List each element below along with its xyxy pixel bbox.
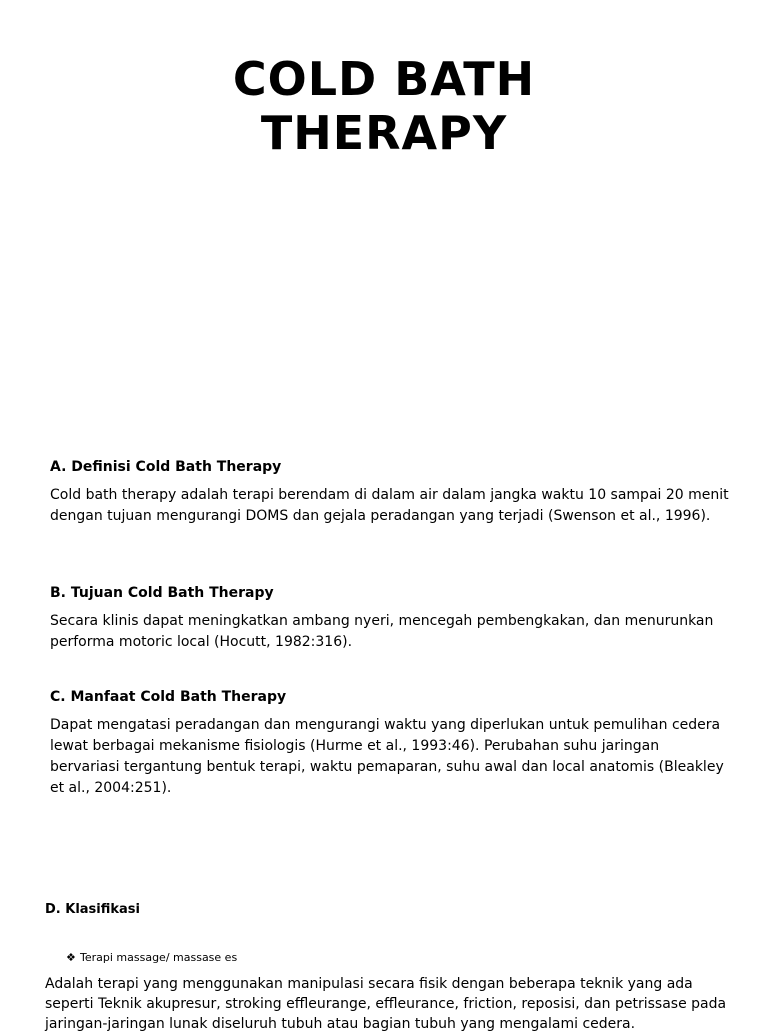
section-heading: B. Tujuan Cold Bath Therapy bbox=[50, 585, 274, 601]
section-tujuan bbox=[50, 584, 730, 653]
section-klasifikasi-body: Adalah terapi yang menggunakan manipulasi secara fisik dengan beberapa teknik yang ada seperti Teknik akupresur, stroking effleurange, effleurance, friction, reposisi, dan petrissase pada jaringan-jaringan lunak diseluruh tubuh atau bagian tubuh yang mengalami cedera. bbox=[45, 976, 727, 1032]
section-body: Secara klinis dapat meningkatkan ambang nyeri, mencegah pembengkakan, dan menurunkan performa motoric local (Hocutt, 1982:316). bbox=[50, 613, 714, 650]
section-body: Dapat mengatasi peradangan dan mengurangi waktu yang diperlukan untuk pemulihan cedera lewat berbagai mekanisme fisiologis (Hurme et al., 1993:46). Perubahan suhu jaringan bervariasi tergantung bentuk terapi, waktu pemaparan, suhu awal dan local anatomis (Bleakley et al., 2004:251). bbox=[50, 717, 724, 796]
section-klasifikasi-heading: D. Klasifikasi bbox=[45, 902, 140, 917]
document-title bbox=[0, 52, 768, 160]
bullet-item bbox=[66, 950, 237, 966]
section-definisi bbox=[50, 458, 730, 527]
section-body: Cold bath therapy adalah terapi berendam di dalam air dalam jangka waktu 10 sampai 20 menit dengan tujuan mengurangi DOMS dan gejala peradangan yang terjadi (Swenson et al., 1996). bbox=[50, 487, 729, 524]
title-line-1: COLD BATH bbox=[232, 52, 536, 106]
section-manfaat bbox=[50, 688, 730, 799]
bullet-label: Terapi massage/ massase es bbox=[80, 951, 238, 964]
section-heading: C. Manfaat Cold Bath Therapy bbox=[50, 689, 287, 705]
diamond-bullet-icon: ❖ bbox=[66, 951, 76, 964]
title-line-2: THERAPY bbox=[260, 106, 508, 160]
section-heading: A. Definisi Cold Bath Therapy bbox=[50, 459, 282, 475]
